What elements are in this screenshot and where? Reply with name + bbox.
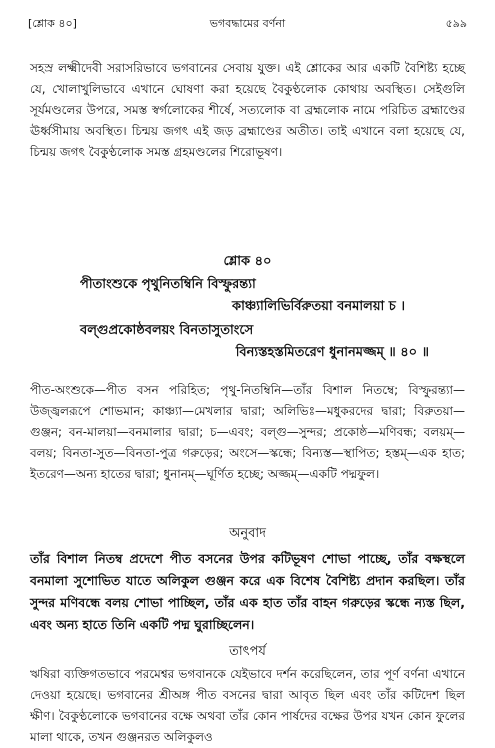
verse-line-4: বিন্যস্তহস্তমিতরেণ ধুনানমজ্জম্ ॥ ৪০ ॥: [235, 345, 429, 360]
purport-paragraph: ঋষিরা ব্যক্তিগতভাবে পরমেশ্বর ভগবানকে যেইভাবে দর্শন করেছিলেন, তার পূর্ণ বর্ণনা এখানে দেওয়া হয়েছে। ভগবানের শ্রীঅঙ্গ পীত বসনের দ্বারা আবৃত ছিল এবং তাঁর কটিদেশ ছিল ক্ষীণ। বৈকুণ্ঠলোকে ভগবানের বক্ষে অথবা তাঁর কোন পার্ষদের বক্ষের উপর যখন কোন ফুলের মালা থাকে, তখন গুঞ্জনরত অলিকুলও: [30, 667, 465, 744]
translation-paragraph: তাঁর বিশাল নিতম্ব প্রদেশে পীত বসনের উপর কটিভূষণ শোভা পাচ্ছে, তাঁর বক্ষস্থলে বনমালা সুশোভিত যাতে অলিকুল গুঞ্জন করে এক বিশেষ বৈশিষ্ট্য প্রদান করছিল। তাঁর সুন্দর মণিবন্ধে বলয় শোভা পাচ্ছিল, তাঁর এক হাত তাঁর বাহন গরুড়ের স্কন্ধে ন্যস্ত ছিল, এবং অন্য হাতে তিনি একটি পদ্ম ঘুরাচ্ছিলেন।: [30, 551, 465, 632]
verse-line-2: কাঞ্চ্যালিভির্বিরুতয়া বনমালয়া চ ।: [231, 299, 405, 314]
verse-line-3: বল্গুপ্রকোষ্ঠবলয়ং বিনতাসুতাংসে: [80, 323, 254, 338]
synonyms-paragraph: পীত-অংশুকে—পীত বসন পরিহিত; পৃথু-নিতম্বিনি—তাঁর বিশাল নিতম্বে; বিস্ফুরন্ত্যা—উজ্জ্বলরূপে শোভমান; কাঞ্চ্যা—মেখলার দ্বারা; অলিভিঃ—মধুকরদের দ্বারা; বিরুতয়া—গুঞ্জন; বন-মালয়া—বনমালার দ্বারা; চ—এবং; বল্গু—সুন্দর; প্রকোষ্ঠ—মণিবন্ধ; বলয়ম্—বলয়; বিনতা-সুত—বিনতা-পুত্র গরুড়ের; অংসে—স্কন্ধে; বিন্যস্ত—স্থাপিত; হস্তম্—এক হাত; ইতরেণ—অন্য হাতের দ্বারা; ধুনানম্—ঘূর্ণিত হচ্ছে; অজ্জম্—একটি পদ্মফুল।: [30, 383, 465, 481]
verse-title: শ্লোক ৪০: [223, 254, 272, 269]
intro-paragraph: সহস্র লক্ষ্মীদেবী সরাসরিভাবে ভগবানের সেবায় যুক্ত। এই শ্লোকের আর একটি বৈশিষ্ট্য হচ্ছে যে, খোলাখুলিভাবে এখানে ঘোষণা করা হয়েছে বৈকুণ্ঠলোক কোথায় অবস্থিত। সেইগুলি সূর্যমণ্ডলের উপরে, সমস্ত স্বর্গলোকের শীর্ষে, সত্যলোক বা ব্রহ্মলোক নামে পরিচিত ব্রহ্মাণ্ডের ঊর্ধ্বসীমায় অবস্থিত। চিন্ময় জগৎ এই জড় ব্রহ্মাণ্ডের অতীত। তাই এখানে বলা হয়েছে যে, চিন্ময় জগৎ বৈকুণ্ঠলোক সমস্ত গ্রহমণ্ডলের শিরোভূষণ।: [30, 61, 465, 159]
translation-title: অনুবাদ: [229, 526, 266, 541]
purport-title: তাৎপর্য: [229, 644, 266, 659]
verse-line-1: পীতাংশুকে পৃথুনিতম্বিনি বিস্ফুরন্ত্যা: [80, 277, 256, 292]
page-number: ৫৯৯: [445, 16, 467, 30]
verse-reference: [শ্লোক ৪০]: [28, 16, 77, 30]
chapter-title: ভগবদ্ধামের বর্ণনা: [209, 16, 286, 30]
page-header: [28, 14, 467, 34]
